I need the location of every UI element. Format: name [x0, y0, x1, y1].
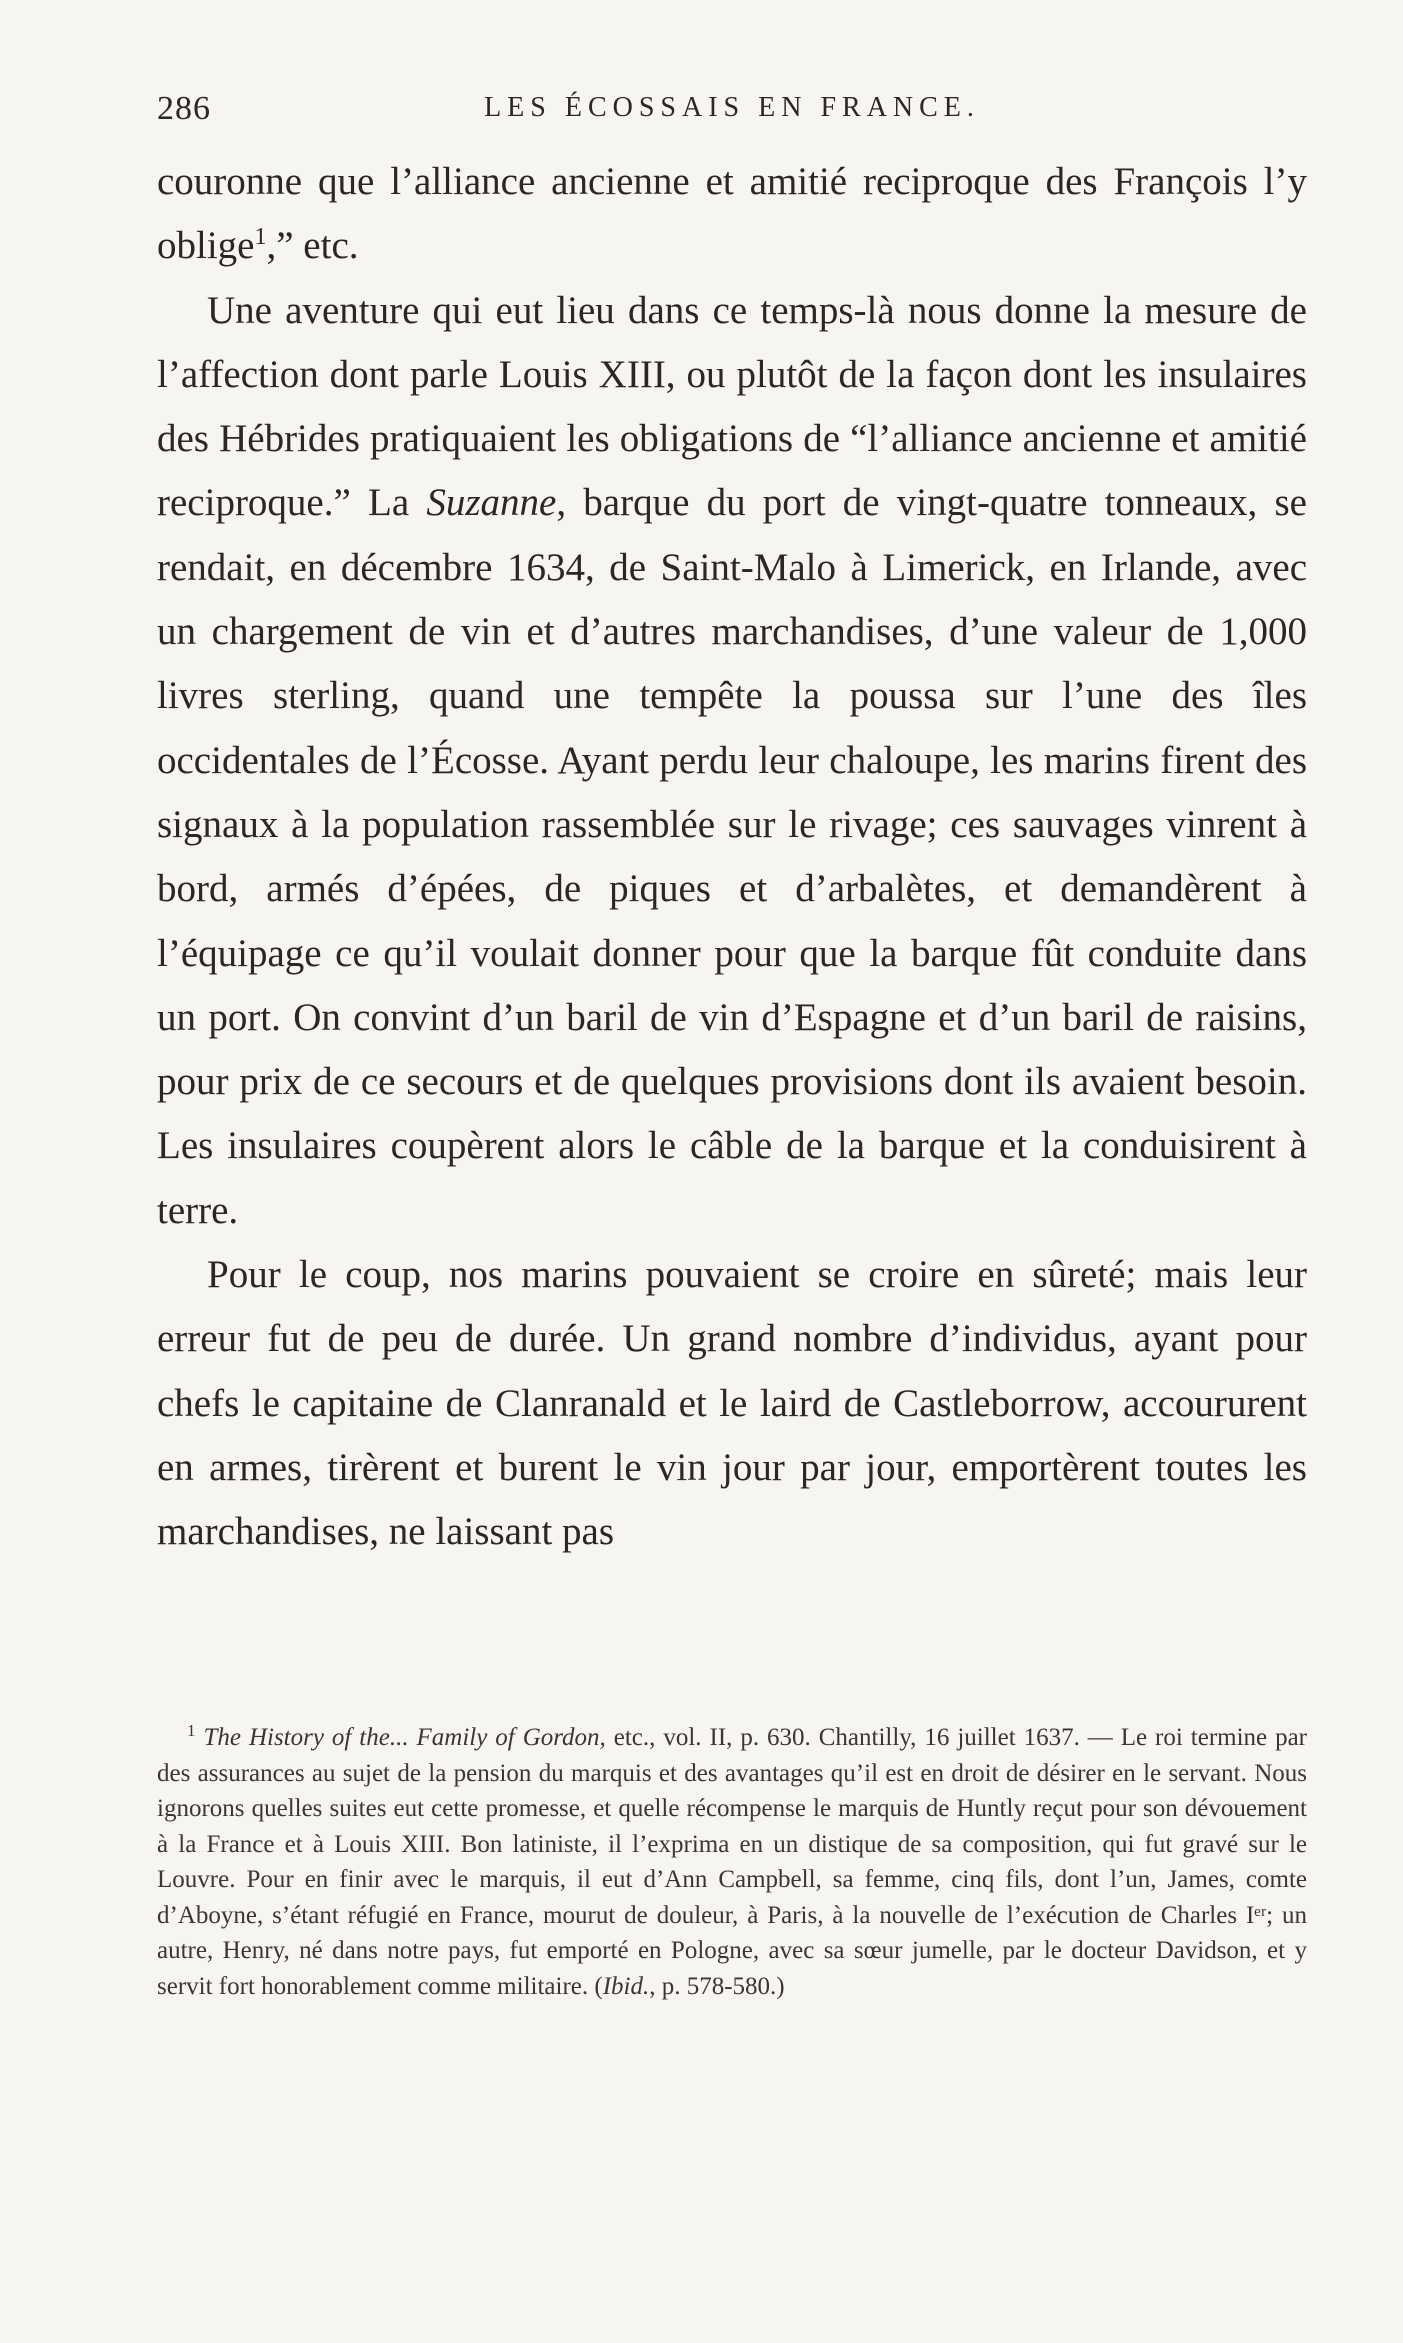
footnote-ibid: Ibid. [602, 1972, 650, 2000]
footnote [157, 1720, 1307, 2004]
footnote-text: etc., vol. II, p. 630. Chantilly, 16 juillet 1637. — Le roi termine par des assurances au sujet de la pension du marquis et des avantages qu’il est en droit de désirer en le servant. Nous ignorons quelles suites eut cette promesse, et quelle récompense le marquis de Huntly reçut pour son dévouement à la France et à Louis XIII. Bon latiniste, il l’exprima en un distique de sa composition, qui fut gravé sur le Louvre. Pour en finir avec le marquis, il eut d’Ann Campbell, sa femme, cinq fils, dont l’un, James, comte d’Aboyne, s’étant réfugié en France, mourut de douleur, à Paris, à la nouvelle de l’exécution de Charles Iᵉʳ; un autre, Henry, né dans notre pays, fut emporté en Pologne, avec sa sœur jumelle, par le docteur Davidson, et y servit fort honorablement comme militaire. ( [157, 1724, 1308, 2000]
paragraph-continued [157, 150, 1307, 279]
footnote-text: , p. 578-580.) [649, 1972, 785, 2000]
footnote-reference: 1 [254, 224, 267, 251]
paragraph-text: , barque du port de vingt-quatre tonneaux, se rendait, en décembre 1634, de Saint-Malo à Limerick, en Irlande, avec un chargement de vin et d’autres marchandises, d’une valeur de 1,000 livres sterling, quand une tempête la poussa sur l’une des îles occidentales de l’Écosse. Ayant perdu leur chaloupe, les marins firent des signaux à la population rassemblée sur le rivage; ces sauvages vinrent à bord, armés d’épées, de piques et d’arbalètes, et demandèrent à l’équipage ce qu’il voulait donner pour que la barque fût conduite dans un port. On convint d’un baril de vin d’Espagne et d’un baril de raisins, pour prix de ce secours et de quelques provisions dont ils avaient besoin. Les insulaires coupèrent alors le câble de la barque et la conduisirent à terre. [157, 481, 1307, 1232]
paragraph-text: ,” etc. [266, 224, 359, 268]
footnotes [157, 1720, 1307, 2004]
running-title: LES ÉCOSSAIS EN FRANCE. [484, 92, 980, 123]
paragraph-text: Une aventure qui eut lieu dans ce temps-là nous donne la mesure de l’affection dont parle Louis XIII, ou plutôt de la façon dont les insulaires des Hébrides pratiquaient les obligations de “l’alliance ancienne et amitié reciproque.” La [157, 288, 1307, 525]
ship-name: Suzanne [426, 481, 557, 525]
paragraph [157, 279, 1307, 1243]
paragraph-text: couronne que l’alliance ancienne et amitié reciproque des François l’y oblige [157, 160, 1307, 268]
footnote-book-title: The History of the... Family of Gordon, [203, 1724, 606, 1751]
paragraph: Pour le coup, nos marins pouvaient se croire en sûreté; mais leur erreur fut de peu de durée. Un grand nombre d’individus, ayant pour chefs le capitaine de Clanranald et le laird de Castleborrow, accoururent en armes, tirèrent et burent le vin jour par jour, emportèrent toutes les marchandises, ne laissant pas [157, 1253, 1307, 1554]
page-header [157, 90, 1307, 130]
main-text [157, 150, 1307, 1565]
page-number: 286 [157, 90, 211, 127]
footnote-mark: 1 [187, 1720, 196, 1740]
